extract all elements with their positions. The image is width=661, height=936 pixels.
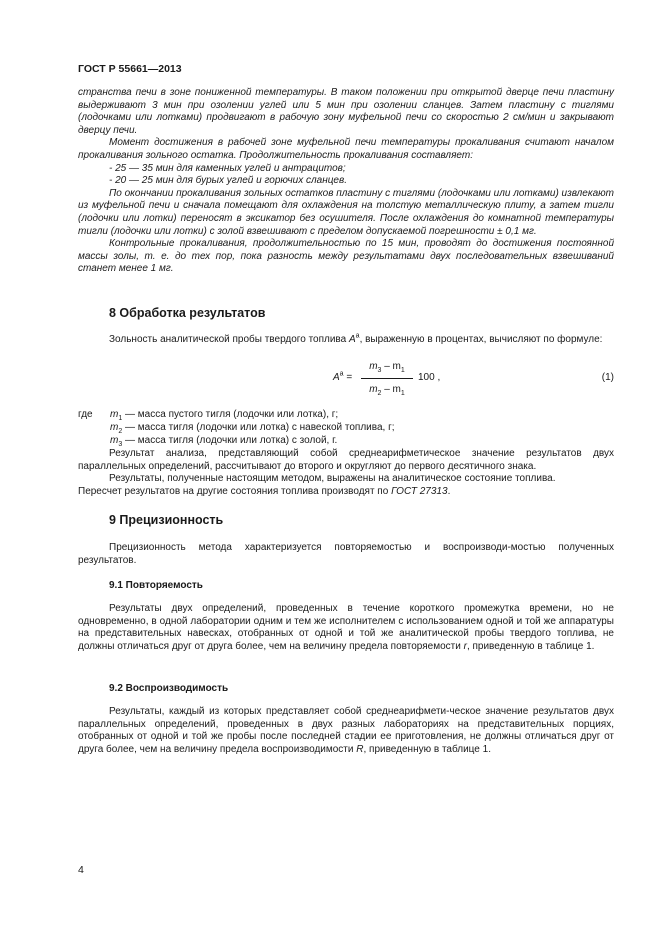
section-heading: 9 Прецизионность [109, 513, 224, 527]
formula-denominator: $m_2 - m_1$ [369, 384, 405, 397]
subsection-9-2 [78, 683, 614, 696]
standard-reference: ГОСТ 27313 [391, 485, 448, 497]
definition-item: $m_3$ — масса тигля (лодочки или лотка) с золой, г. [110, 435, 338, 448]
paragraph: Контрольные прокаливания, продолжительностью по 15 мин, проводят до достижения постоянной массы золы, т. е. до тех пор, пока разность между результатами двух последовательных взвешиваний станет менее 1 мг. [78, 238, 614, 275]
where-label: где [78, 409, 93, 420]
paragraph: странства печи в зоне пониженной температуры. В таком положении при открытой дверце печи пластину выдерживают 3 мин при озолении углей или 5 мин при озолении сланцев. Затем пластину с тиглями (лодочками или лотками) продвигают в рабочую зону муфельной печи со скоростью 2 см/мин и закрывают дверцу печи. [78, 87, 614, 136]
document-code-header: ГОСТ Р 55661—2013 [78, 63, 182, 75]
section-9-intro [78, 542, 614, 567]
reproducibility-text [78, 706, 614, 756]
procedure-continuation [78, 87, 614, 276]
page-number: 4 [78, 864, 84, 876]
formula-numerator: $m_3 - m_1$ [369, 361, 405, 374]
paragraph: Зольность аналитической пробы твердого топлива $A^a$, выраженную в процентах, вычисляют по формуле: [109, 332, 603, 345]
paragraph: Результаты, каждый из которых представляет собой среднеарифмети-ческое значение результатов двух параллельных определений, проведенных в двух разных лабораториях на представительных порциях, отобранных от одной и той же пробы после последней стадии ее приготовления, не должны отличаться друг от друга более, чем на величину предела воспроизводимости R, приведенную в таблице 1. [78, 706, 614, 755]
paragraph: Результаты двух определений, проведенных в течение короткого промежутка времени, но не одновременно, в одной лаборатории одним и тем же исполнителем с использованием одной и той же аппаратуры на представительных навесках, отобранных от одной и той же аналитической пробы твердого топлива, не должны отличаться друг от друга более, чем на величину предела повторяемости r, приведенную в таблице 1. [78, 603, 614, 652]
subsection-heading: 9.1 Повторяемость [109, 580, 203, 591]
formula-lhs: $A^a$ = [333, 370, 353, 383]
formula-factor: 100 , [418, 372, 441, 383]
subsection-heading: 9.2 Воспроизводимость [109, 683, 229, 694]
equation-number: (1) [601, 372, 614, 383]
section-8-results [78, 448, 614, 498]
list-item: - 20 — 25 мин для бурых углей и горючих сланцев. [109, 175, 347, 187]
list-item: - 25 — 35 мин для каменных углей и антрацитов; [109, 162, 346, 174]
repeatability-text [78, 603, 614, 653]
paragraph: Результаты, полученные настоящим методом, выражены на аналитическое состояние топлива. [109, 473, 556, 485]
section-8-intro [78, 334, 614, 347]
section-8 [78, 307, 614, 320]
definition-item: $m_1$ — масса пустого тигля (лодочки или лотка), г; [110, 409, 339, 422]
paragraph: Момент достижения в рабочей зоне муфельной печи температуры прокаливания считают началом прокаливания зольного остатка. Продолжительность прокаливания составляет: [78, 137, 614, 161]
paragraph: По окончании прокаливания зольных остатков пластину с тиглями (лодочками или лотками) извлекают из муфельной печи и сначала помещают для охлаждения на толстую металлическую плиту, а затем тигли (лодочки или лотки) переносят в эксикатор без осушителя. После охлаждения до комнатной температуры тигли (лодочки или лотки) с золой взвешивают с пределом допускаемой погрешности ± 0,1 мг. [78, 187, 614, 237]
paragraph: Результат анализа, представляющий собой среднеарифметическое значение результатов двух параллельных определений, рассчитывают до второго и округляют до первого десятичного знака. [78, 448, 614, 472]
ash-formula [78, 361, 614, 407]
section-heading: 8 Обработка результатов [109, 306, 266, 320]
section-9 [78, 514, 614, 527]
fraction-bar [361, 378, 413, 379]
paragraph: Пересчет результатов на другие состояния топлива производят по ГОСТ 27313. [78, 485, 451, 497]
definition-item: $m_2$ — масса тигля (лодочки или лотка) с навеской топлива, г; [110, 422, 395, 435]
subsection-9-1 [78, 580, 614, 593]
paragraph: Прецизионность метода характеризуется повторяемостью и воспроизводи-мостью полученных результатов. [78, 542, 614, 566]
